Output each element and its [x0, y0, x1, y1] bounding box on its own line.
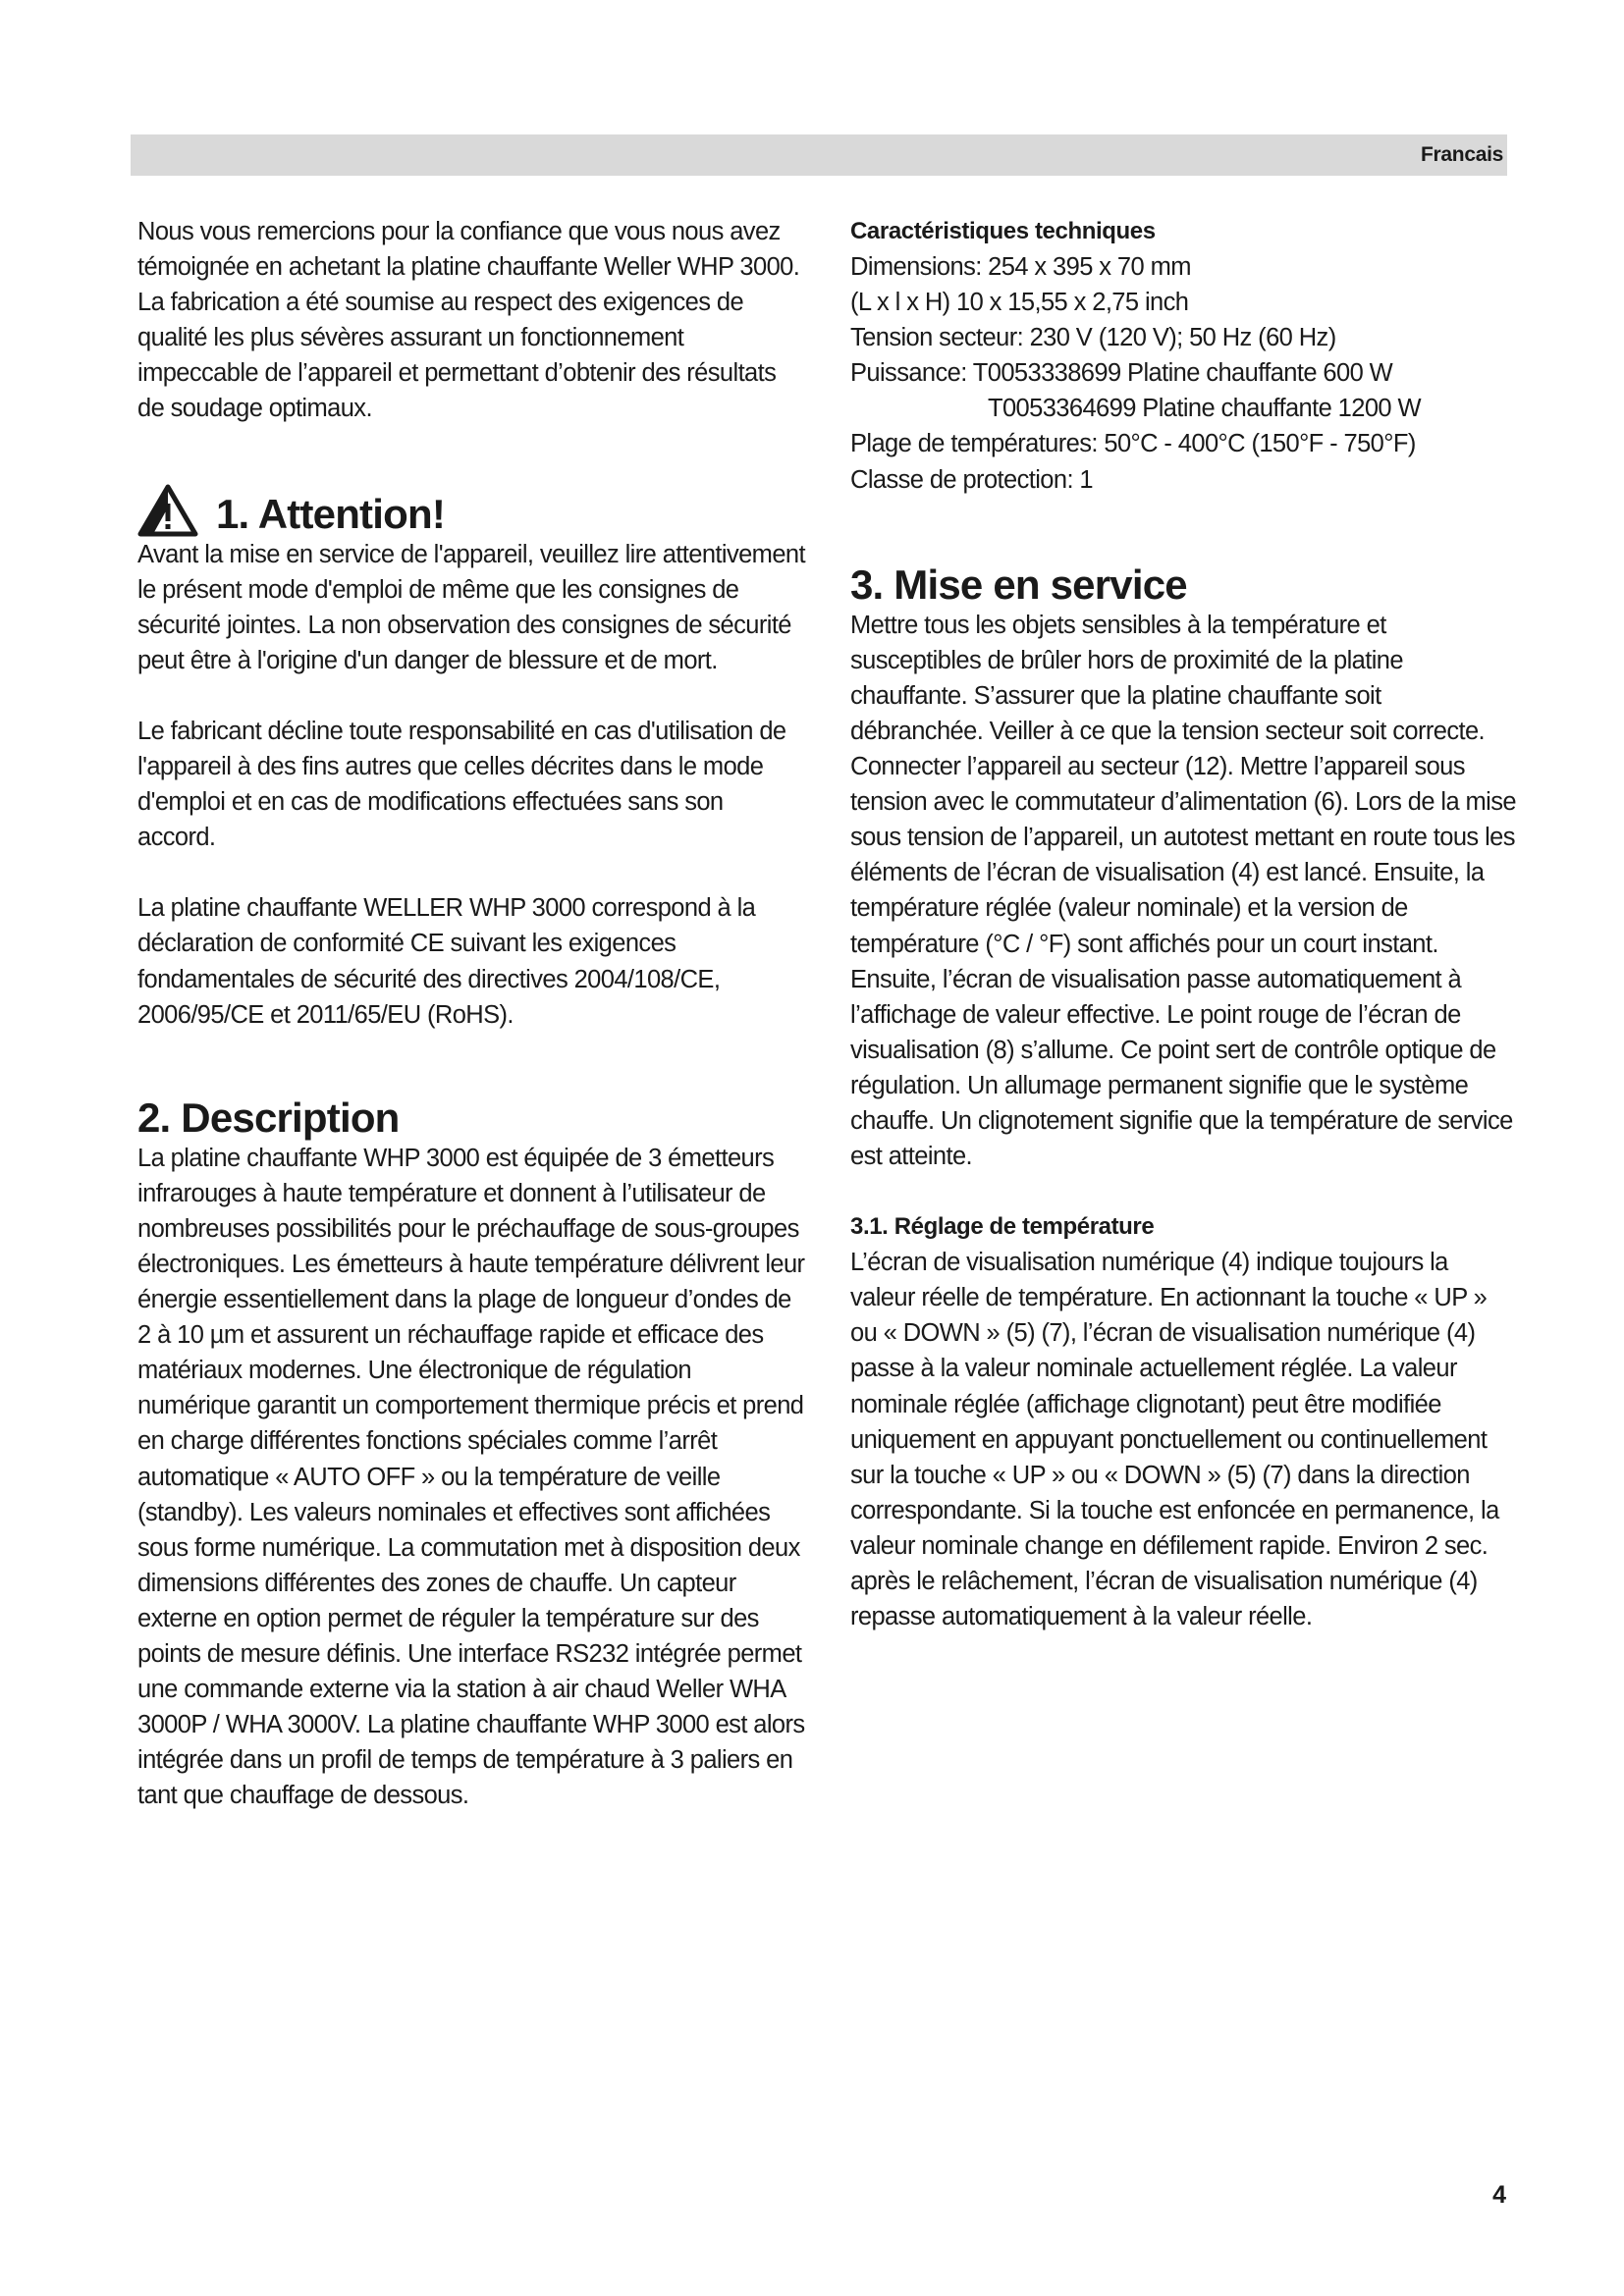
description-title: 2. Description	[137, 1094, 400, 1141]
warning-triangle-icon	[137, 484, 198, 537]
specs-title: Caractéristiques techniques	[850, 218, 1156, 244]
right-column	[850, 214, 1518, 1634]
spec-voltage: Tension secteur: 230 V (120 V); 50 Hz (60 Hz)	[850, 324, 1336, 352]
language-label: Francais	[1421, 143, 1503, 166]
mise-en-service-title: 3. Mise en service	[850, 561, 1187, 608]
header-bar	[131, 134, 1507, 176]
description-paragraph: La platine chauffante WHP 3000 est équipée de 3 émetteurs infrarouges à haute température et donnent à l’utilisateur de nombreuses possibilités pour le préchauffage de sous-groupes électroniques. Les émetteurs à haute température délivrent leur énergie essentiellement dans la plage de longueur d’ondes de 2 à 10 µm et assurent un réchauffage rapide et efficace des matériaux modernes. Une électronique de régulation numérique garantit un comportement thermique précis et prend en charge différentes fonctions spéciales comme l’arrêt automatique « AUTO OFF » ou la température de veille (standby). Les valeurs nominales et effectives sont affichées sous forme numérique. La commutation met à disposition deux dimensions différentes des zones de chauffe. Un capteur externe en option permet de réguler la température sur des points de mesure définis. Une interface RS232 intégrée permet une commande externe via la station à air chaud Weller WHA 3000P / WHA 3000V. La platine chauffante WHP 3000 est alors intégrée dans un profil de temps de température à 3 paliers en tant que chauffage de dessous.	[137, 1144, 805, 1810]
attention-paragraph-2: Le fabricant décline toute responsabilité en cas d'utilisation de l'appareil à des fins autres que celles décrites dans le mode d'emploi et en cas de modifications effectuées sans son accord.	[137, 717, 786, 852]
mise-en-service-paragraph: Mettre tous les objets sensibles à la température et susceptibles de brûler hors de proximité de la platine chauffante. S’assurer que la platine chauffante soit débranchée. Veiller à ce que la tension secteur soit correcte. Connecter l’appareil au secteur (12). Mettre l’appareil sous tension avec le commutateur d’alimentation (6). Lors de la mise sous tension de l’appareil, un autotest mettant en route tous les éléments de l’écran de visualisation (4) est lancé. Ensuite, la température réglée (valeur nominale) et la version de température (°C / °F) sont affichés pour un court instant. Ensuite, l’écran de visualisation passe automatiquement à l’affichage de valeur effective. Le point rouge de l’écran de visualisation (8) s’allume. Ce point sert de contrôle optique de régulation. Un allumage permanent signifie que le système chauffe. Un clignotement signifie que la température de service est atteinte.	[850, 611, 1516, 1171]
left-column	[137, 214, 805, 1813]
page-number: 4	[1492, 2181, 1506, 2209]
attention-heading	[137, 484, 805, 537]
attention-title: 1. Attention!	[216, 490, 446, 537]
intro-paragraph: Nous vous remercions pour la confiance que vous nous avez témoignée en achetant la platine chauffante Weller WHP 3000. La fabrication a été soumise au respect des exigences de qualité les plus sévères assurant un fonctionnement impeccable de l’appareil et permettant d’obtenir des résultats de soudage optimaux.	[137, 218, 800, 423]
spec-power-2: T0053364699 Platine chauffante 1200 W	[988, 395, 1421, 423]
spec-dimensions-inch: (L x l x H) 10 x 15,55 x 2,75 inch	[850, 289, 1189, 317]
spec-temperature-range: Plage de températures: 50°C - 400°C (150°F - 750°F)	[850, 430, 1416, 458]
reglage-title: 3.1. Réglage de température	[850, 1213, 1155, 1241]
spec-dimensions: Dimensions: 254 x 395 x 70 mm	[850, 253, 1191, 281]
attention-paragraph-3: La platine chauffante WELLER WHP 3000 correspond à la déclaration de conformité CE suivant les exigences fondamentales de sécurité des directives 2004/108/CE, 2006/95/CE et 2011/65/EU (RoHS).	[137, 894, 756, 1029]
attention-paragraph-1: Avant la mise en service de l'appareil, veuillez lire attentivement le présent mode d'emploi de même que les consignes de sécurité jointes. La non observation des consignes de sécurité peut être à l'origine d'un danger de blessure et de mort.	[137, 540, 805, 674]
reglage-paragraph: L’écran de visualisation numérique (4) indique toujours la valeur réelle de température. En actionnant la touche « UP » ou « DOWN » (5) (7), l’écran de visualisation numérique (4) passe à la valeur nominale actuellement réglée. La valeur nominale réglée (affichage clignotant) peut être modifiée uniquement en appuyant ponctuellement ou continuellement sur la touche « UP » ou « DOWN » (5) (7) dans la direction correspondante. Si la touche est enfoncée en permanence, la valeur nominale change en défilement rapide. Environ 2 sec. après le relâchement, l’écran de visualisation numérique (4) repasse automatiquement à la valeur réelle.	[850, 1249, 1499, 1631]
spec-power: Puissance: T0053338699 Platine chauffante 600 W	[850, 359, 1393, 388]
spec-protection-class: Classe de protection: 1	[850, 465, 1094, 494]
